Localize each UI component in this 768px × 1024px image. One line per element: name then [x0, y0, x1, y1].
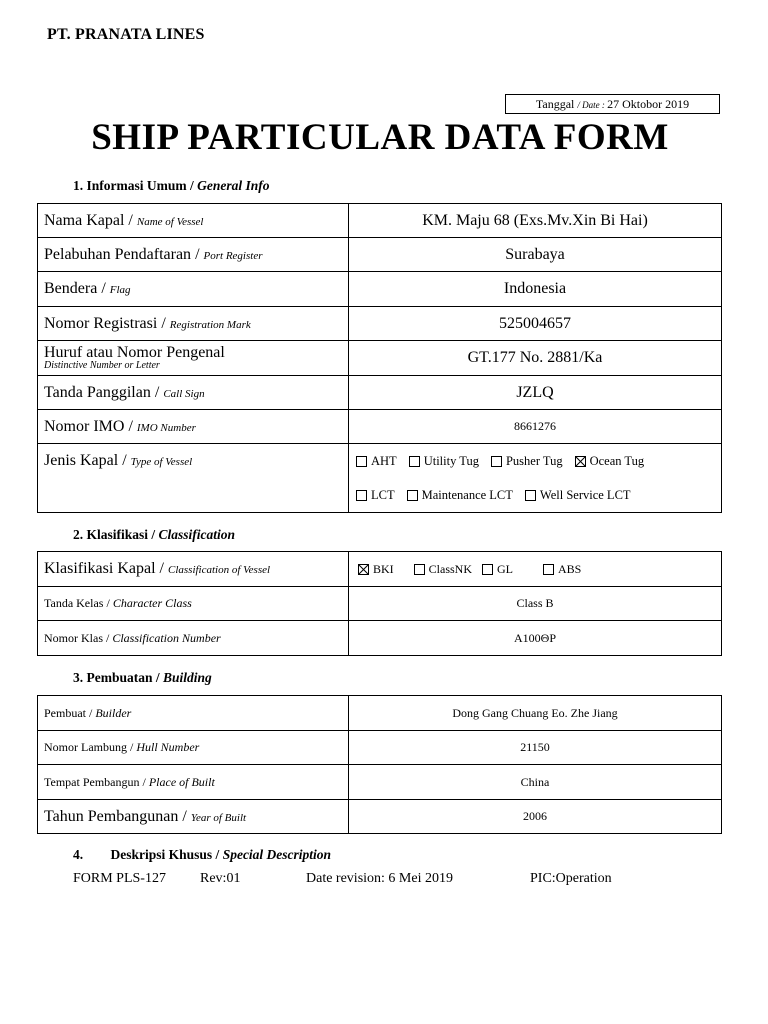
label-id: Tahun Pembangunan: [44, 807, 179, 825]
checkbox-box[interactable]: [356, 490, 367, 501]
label-en: IMO Number: [136, 421, 196, 434]
section-classification-heading: 2. Klasifikasi / Classification: [73, 527, 236, 542]
checkbox-utility-tug[interactable]: [409, 454, 479, 469]
label-en: Classification of Vessel: [167, 564, 271, 576]
label-en: Year of Built: [190, 811, 247, 824]
table-row: [38, 587, 722, 621]
checkbox-box[interactable]: [491, 456, 502, 467]
label-id: Pelabuhan Pendaftaran: [44, 245, 192, 263]
checkbox-maintenance-lct[interactable]: [407, 488, 513, 503]
label-en: Call Sign: [163, 387, 205, 400]
checkbox-bki[interactable]: [358, 562, 394, 577]
imo-number-value: 8661276: [349, 410, 722, 444]
section-title-en: Special Description: [222, 847, 332, 862]
table-row: [38, 410, 722, 444]
building-table: [37, 695, 722, 834]
section-title-en: Building: [163, 670, 212, 685]
row-label: Tahun Pembangunan / Year of Built: [38, 800, 349, 834]
vessel-name-value: KM. Maju 68 (Exs.Mv.Xin Bi Hai): [349, 204, 722, 238]
general-info-table: [37, 203, 722, 513]
checked-x-icon[interactable]: [358, 564, 369, 575]
section-number: 4.: [73, 847, 84, 862]
hull-number-value: 21150: [349, 731, 722, 765]
call-sign-value: JZLQ: [349, 376, 722, 410]
section-number: 2.: [73, 527, 84, 542]
table-row: [38, 307, 722, 341]
checkbox-aht[interactable]: [356, 454, 397, 469]
classification-table: [37, 551, 722, 656]
checkbox-abs[interactable]: [543, 562, 581, 577]
label-id: Nomor Klas: [44, 630, 103, 645]
label-en: Type of Vessel: [130, 456, 193, 468]
section-title-en: Classification: [158, 527, 236, 542]
section-number: 1.: [73, 178, 84, 193]
checkbox-label: ClassNK: [428, 561, 473, 576]
row-label: Nomor Lambung / Hull Number: [38, 731, 349, 765]
checkbox-label: Ocean Tug: [589, 453, 645, 468]
row-label: Nomor Klas / Classification Number: [38, 621, 349, 656]
vessel-type-options: [349, 444, 722, 513]
registration-value: 525004657: [349, 307, 722, 341]
checkbox-box[interactable]: [543, 564, 554, 575]
character-class-value: Class B: [349, 587, 722, 621]
table-row: [38, 444, 722, 513]
page-title: SHIP PARTICULAR DATA FORM: [91, 117, 669, 158]
label-en: Builder: [95, 705, 132, 720]
checkbox-box[interactable]: [525, 490, 536, 501]
section-title: Informasi Umum: [86, 178, 187, 193]
place-built-value: China: [349, 765, 722, 800]
date-label: Tanggal: [535, 97, 575, 111]
row-label: [38, 341, 349, 376]
company-name: PT. PRANATA LINES: [47, 26, 205, 43]
checkbox-well-service-lct[interactable]: [525, 488, 631, 503]
table-row: [38, 341, 722, 376]
label-id: Huruf atau Nomor Pengenal: [44, 344, 225, 361]
label-en: Place of Built: [148, 774, 215, 789]
checkbox-ocean-tug[interactable]: [575, 454, 645, 469]
table-row: [38, 376, 722, 410]
classification-options: [349, 552, 722, 587]
label-id: Tempat Pembangun: [44, 774, 140, 789]
label-en: Port Register: [203, 249, 263, 262]
row-label: Nomor Registrasi / Registration Mark: [38, 307, 349, 341]
table-row: [38, 552, 722, 587]
section-number: 3.: [73, 670, 84, 685]
classification-row: [358, 554, 715, 584]
footer-date-revision: Date revision: 6 Mei 2019: [306, 871, 453, 886]
checkbox-box[interactable]: [414, 564, 425, 575]
vessel-type-row-2: [356, 478, 715, 512]
table-row: [38, 238, 722, 272]
label-en: Name of Vessel: [136, 215, 204, 228]
checkbox-box[interactable]: [407, 490, 418, 501]
checkbox-label: LCT: [371, 487, 395, 502]
flag-value: Indonesia: [349, 272, 722, 307]
table-row: [38, 272, 722, 307]
footer-form-code: FORM PLS-127: [73, 871, 166, 886]
table-row: [38, 765, 722, 800]
row-label: Bendera / Flag: [38, 272, 349, 307]
label-id: Nomor Registrasi: [44, 314, 158, 332]
row-label: Klasifikasi Kapal / Classification of Vessel: [38, 552, 349, 587]
label-id: Klasifikasi Kapal: [44, 560, 156, 577]
label-en: Character Class: [112, 596, 192, 610]
table-row: [38, 621, 722, 656]
checkbox-box[interactable]: [356, 456, 367, 467]
table-row: [38, 800, 722, 834]
checkbox-label: Maintenance LCT: [421, 487, 513, 502]
checkbox-pusher-tug[interactable]: [491, 454, 563, 469]
checkbox-label: Pusher Tug: [505, 453, 563, 468]
table-row: [38, 204, 722, 238]
checked-x-icon[interactable]: [575, 456, 586, 467]
row-label: Jenis Kapal / Type of Vessel: [38, 444, 349, 513]
checkbox-gl[interactable]: [482, 562, 513, 577]
checkbox-lct[interactable]: [356, 488, 395, 503]
checkbox-label: AHT: [371, 453, 397, 468]
footer-pic: PIC:Operation: [530, 871, 612, 886]
section-special-heading: 4. Deskripsi Khusus / Special Description: [73, 847, 332, 862]
row-label: Tanda Panggilan / Call Sign: [38, 376, 349, 410]
checkbox-label: GL: [497, 561, 514, 576]
row-label: Nama Kapal / Name of Vessel: [38, 204, 349, 238]
label-id: Bendera: [44, 280, 98, 297]
checkbox-box[interactable]: [482, 564, 493, 575]
footer-revision: Rev:01: [200, 871, 241, 886]
label-en: Distinctive Number or Letter: [44, 360, 160, 371]
builder-value: Dong Gang Chuang Eo. Zhe Jiang: [349, 696, 722, 731]
label-id: Tanda Panggilan: [44, 383, 151, 401]
date-value: 27 Oktobor 2019: [607, 97, 690, 111]
port-register-value: Surabaya: [349, 238, 722, 272]
row-label: Nomor IMO / IMO Number: [38, 410, 349, 444]
section-title: Pembuatan: [86, 670, 153, 685]
checkbox-label: Utility Tug: [423, 453, 479, 468]
checkbox-classnk[interactable]: [414, 562, 472, 577]
vessel-type-row-1: [356, 444, 715, 478]
label-id: Tanda Kelas: [44, 596, 104, 610]
checkbox-box[interactable]: [409, 456, 420, 467]
table-row: [38, 696, 722, 731]
date-label-en: Date: [582, 100, 600, 110]
distinctive-number-value: GT.177 No. 2881/Ka: [349, 341, 722, 376]
label-en: Hull Number: [136, 740, 200, 754]
label-id: Nama Kapal: [44, 211, 125, 229]
date-box: Tanggal / Date : 27 Oktobor 2019: [505, 94, 720, 114]
year-built-value: 2006: [349, 800, 722, 834]
label-en: Registration Mark: [169, 318, 251, 331]
label-id: Nomor IMO: [44, 417, 125, 435]
label-en: Classification Number: [112, 630, 221, 645]
section-title: Klasifikasi: [86, 527, 149, 542]
section-general-heading: 1. Informasi Umum / General Info: [73, 178, 270, 193]
section-title-en: General Info: [197, 178, 270, 193]
label-id: Pembuat: [44, 705, 86, 720]
section-building-heading: 3. Pembuatan / Building: [73, 670, 212, 685]
row-label: Pembuat / Builder: [38, 696, 349, 731]
checkbox-label: ABS: [558, 561, 582, 576]
label-id: Nomor Lambung: [44, 740, 127, 754]
classification-number-value: A100ΘP: [349, 621, 722, 656]
row-label: Tempat Pembangun / Place of Built: [38, 765, 349, 800]
row-label: Tanda Kelas / Character Class: [38, 587, 349, 621]
row-label: Pelabuhan Pendaftaran / Port Register: [38, 238, 349, 272]
label-id: Jenis Kapal: [44, 452, 119, 469]
checkbox-label: Well Service LCT: [539, 487, 631, 502]
section-title: Deskripsi Khusus: [110, 847, 213, 862]
label-en: Flag: [109, 284, 131, 296]
checkbox-label: BKI: [373, 561, 394, 576]
table-row: [38, 731, 722, 765]
